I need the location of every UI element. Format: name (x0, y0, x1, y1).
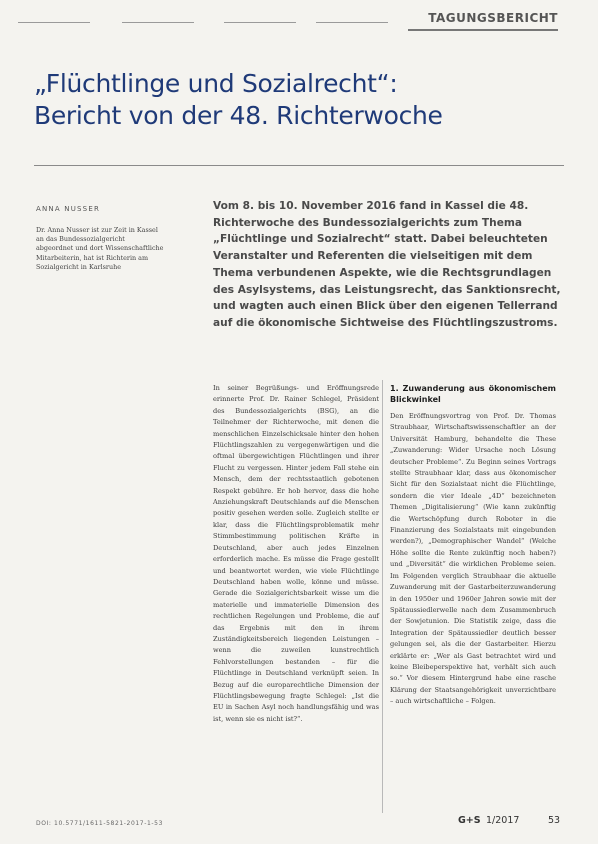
title-rule (34, 165, 564, 166)
header-rule (122, 22, 194, 23)
header-rule (224, 22, 296, 23)
section-label: TAGUNGSBERICHT (428, 11, 558, 25)
section-heading: 1. Zuwanderung aus ökonomischem Blickwinkel (390, 384, 556, 404)
body-column-left (213, 383, 379, 725)
header-rule (18, 22, 90, 23)
footer-doi: DOI: 10.5771/1611-5821-2017-1-53 (36, 820, 163, 827)
header-rule (316, 22, 388, 23)
body-paragraph: In seiner Begrüßungs- und Eröffnungsrede erinnerte Prof. Dr. Rainer Schlegel, Präsident des Bundessozialgerichts (BSG), an die Teilnehmer der Richterwoche, mit denen die menschlichen Einzelschicksale hinter den hohen Flüchtlingszahlen zu vergegenwärtigen und die oftmal übergewichtigen Flüchtlingen und ihrer Flucht zu vergessen. Hinter jedem Fall stehe ein Mensch, dem der rechtsstaatlich gebotenen Respekt gebühre. Er hob hervor, dass die hohe Anziehungskraft Deutschlands auf die Menschen positiv gesehen werden solle. Zugleich stellte er klar, dass die Flüchtlingsproblematik mehr Stimmbestimmung politischen Kräfte in Deutschland, aber auch jedes Einzelnen erforderlich mache. Es müsse die Frage gestellt und beantwortet werden, wie viele Flüchtlinge Deutschland haben wolle, könne und müsse. Gerade die Sozialgerichtsbarkeit wisse um die materielle und immaterielle Dimension des rechtlichen Regelungen und Probleme, die auf das Ergebnis mit den in ihrem Zuständigkeitsbereich liegenden Leistungen – wenn die zuweilen kunstrechtlich Fehlvorstellungen bestanden – für die Flüchtlinge in Deutschland verknüpft seien. In Bezug auf die europarechtliche Dimension der Flüchtlingsbewegung fragte Schlegel: „Ist die EU in Sachen Asyl noch handlungsfähig und was ist, wenn sie es nicht ist?“. (213, 384, 379, 723)
lead-paragraph: Vom 8. bis 10. November 2016 fand in Kassel die 48. Richterwoche des Bundessozialgerichts zum Thema „Flüchtlinge und Sozialrecht“ statt. Dabei beleuchteten Veranstalter und Referenten die vielseitigen mit dem Thema verbundenen Aspekte, wie die Rechtsgrundlagen des Asylsystems, das Leistungsrecht, das Sanktionsrecht, und wagten auch einen Blick über den eigenen Tellerrand auf die ökonomische Sichtweise des Flüchtlingszustroms. (213, 200, 561, 329)
page-number: 53 (548, 815, 561, 826)
title-line-1: „Flüchtlinge und Sozialrecht“: (34, 69, 398, 98)
body-column-right (390, 383, 556, 708)
section-underline (408, 29, 558, 31)
footer-issue: 1/2017 (486, 815, 520, 826)
column-divider (382, 380, 383, 813)
author-bio: Dr. Anna Nusser ist zur Zeit in Kassel an das Bundessozialgericht abgeordnet und dort Wissenschaftliche Mitarbeiterin, hat ist Richterin am Sozialgericht in Karlsruhe (36, 226, 164, 271)
footer-journal: G+S (458, 815, 481, 826)
article-title (34, 68, 564, 132)
body-paragraph: Den Eröffnungsvortrag von Prof. Dr. Thomas Straubhaar, Wirtschaftswissenschaftler an der Universität Hamburg, behandelte die These „Zuwanderung: Wider Ursache noch Lösung deutscher Probleme“. Zu Beginn seines Vortrags stellte Straubhaar klar, dass aus ökonomischer Sicht für den Sozialstaat nicht die Flüchtlinge, sondern die vier Ideale „4D“ bezeichneten Themen „Digitalisierung“ (Wie kann zukünftig die Wertschöpfung durch Roboter in die Finanzierung des Sozialstaats mit eingebunden werden?), „Demographischer Wandel“ (Welche Höhe sollte die Rente zukünftig noch haben?) und „Diversität“ die wirklichen Probleme seien. Im Folgenden verglich Straubhaar die aktuelle Zuwanderung mit der Gastarbeiterzuwanderung in den 1950er und 1960er Jahren sowie mit der Spätaussiedlerwelle nach dem Zusammenbruch der Sowjetunion. Die Statistik zeige, dass die Integration der Spätaussiedler deutlich besser gelungen sei, als die der Gastarbeiter. Hierzu erklärte er: „Wer als Gast betrachtet wird und keine Bleibeperspektive hat, verhält sich auch so.“ Vor diesem Hintergrund habe eine rasche Klärung der Staatsangehörigkeit unverzichtbare – auch wirtschaftliche – Folgen. (390, 412, 556, 706)
author-name: ANNA NUSSER (36, 205, 101, 213)
title-line-2: Bericht von der 48. Richterwoche (34, 101, 443, 130)
